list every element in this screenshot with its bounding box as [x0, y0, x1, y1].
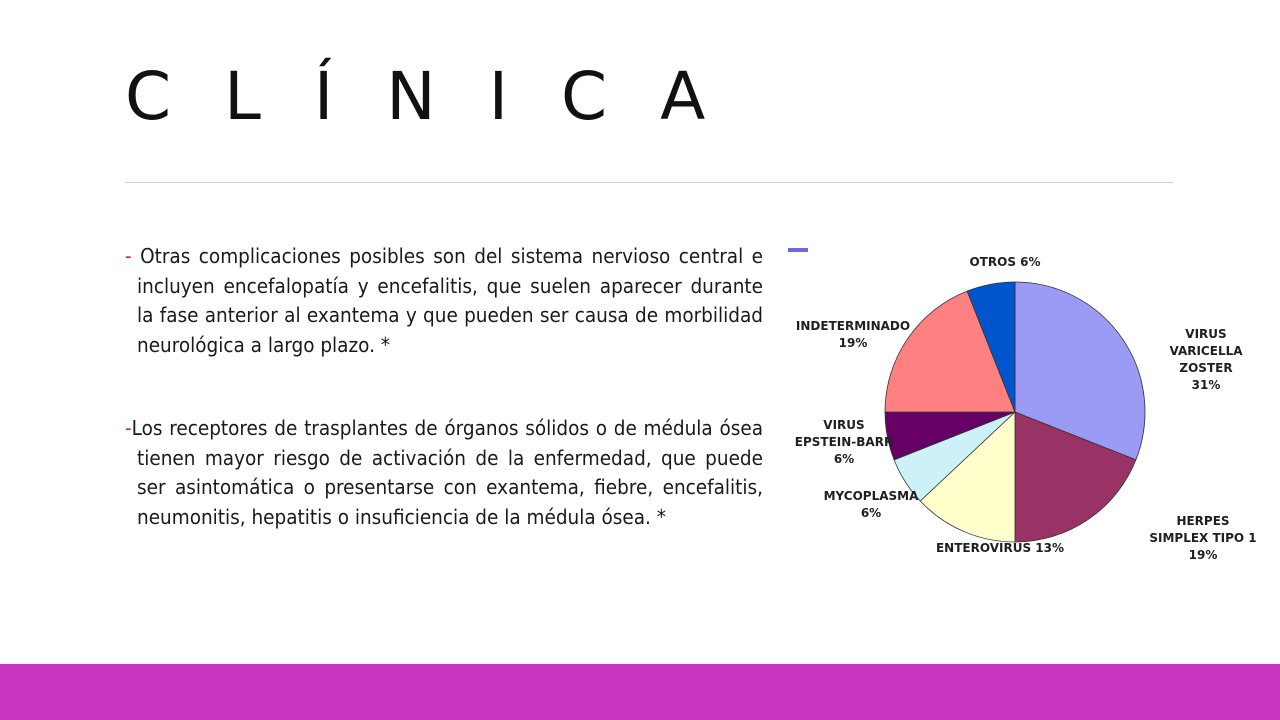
bullet-text: Los receptores de trasplantes de órganos sólidos o de médula ósea tienen mayor riesgo de activación de la enfermedad, que puede ser asintomática o presentarse con exantema, fiebre, encefalitis, neumonitis, hepatitis o insuficiencia de la médula ósea. * [131, 416, 763, 529]
pie-slice-label-line: MYCOPLASMA [823, 489, 919, 503]
pie-slice-label [795, 418, 893, 466]
pie-chart [788, 248, 1268, 570]
pie-slice-label-line: 19% [838, 336, 868, 350]
bullet-list [125, 242, 763, 586]
pie-slice-label-line: VIRUS [1185, 327, 1227, 341]
pie-slice-label-line: VIRUS [823, 418, 865, 432]
pie-slice-label-line: SIMPLEX TIPO 1 [1149, 531, 1257, 545]
pie-slice-label-line: 6% [860, 506, 882, 520]
pie-slice-label [969, 255, 1040, 269]
pie-slice-label-line: HERPES [1176, 514, 1230, 528]
pie-slice-label-line: INDETERMINADO [795, 319, 911, 333]
bullet-marker: - [125, 244, 141, 268]
bullet-item [125, 414, 763, 532]
pie-slice-label-line: ENTEROVIRUS 13% [935, 541, 1065, 555]
pie-slice-label-line: ZOSTER [1179, 361, 1233, 375]
pie-slice-label-line: OTROS 6% [969, 255, 1041, 269]
pie-slice-label-line: 19% [1188, 548, 1218, 562]
pie-chart-svg [788, 248, 1268, 570]
pie-slice-label [824, 489, 920, 520]
pie-slice-label [936, 541, 1064, 555]
pie-slice-label [796, 319, 910, 350]
pie-slice-label [1169, 327, 1243, 392]
bullet-text: Otras complicaciones posibles son del sistema nervioso central e incluyen encefalopatía y encefalitis, que suelen aparecer durante la fase anterior al exantema y que pueden ser causa de morbilidad neurológica a largo plazo. * [137, 244, 763, 357]
bullet-item [125, 242, 763, 360]
pie-slice-label-line: VARICELLA [1169, 344, 1243, 358]
pie-slice-label-line: 6% [833, 452, 855, 466]
bullet-marker: - [125, 416, 132, 440]
title-divider [125, 182, 1173, 183]
pie-slice-label [1149, 514, 1256, 562]
corner-mark [788, 248, 808, 252]
pie-slices [885, 282, 1145, 542]
pie-slice-label-line: EPSTEIN-BARR [794, 435, 894, 449]
footer-bar [0, 664, 1280, 720]
pie-slice-label-line: 31% [1191, 378, 1221, 392]
slide-title: C L Í N I C A [125, 58, 722, 135]
